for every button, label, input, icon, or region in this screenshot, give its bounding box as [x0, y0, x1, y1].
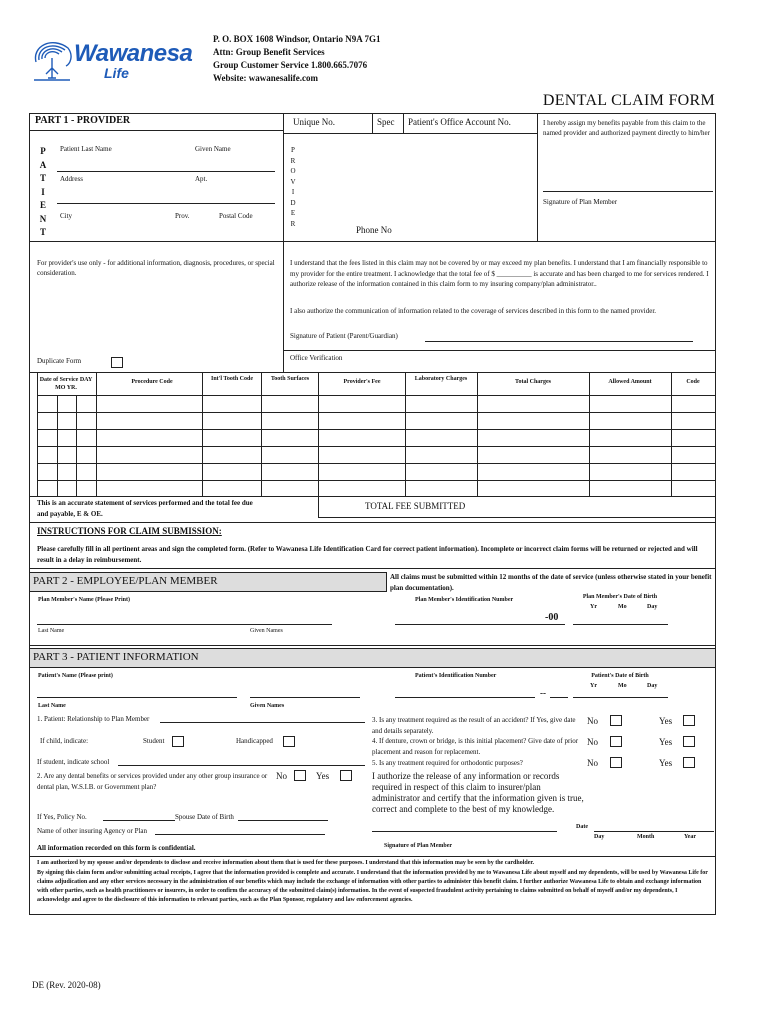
office-account-label: Patient's Office Account No. — [408, 117, 511, 127]
part3-heading: PART 3 - PATIENT INFORMATION — [33, 651, 199, 663]
handicapped-label: Handicapped — [236, 737, 273, 745]
student-label: Student — [143, 737, 165, 745]
address-label: Address — [60, 175, 83, 183]
other-agency-label: Name of other insuring Agency or Plan — [37, 827, 148, 835]
revision: DE (Rev. 2020-08) — [32, 980, 101, 990]
given-name-label: Given Name — [195, 145, 231, 153]
q2-other-insurance: 2. Are any dental benefits or services provided under any other group insurance or dental plan, W.S.I.B. or Government plan? — [37, 772, 268, 791]
patient-vertical: P A T I E N T — [39, 146, 47, 237]
duplicate-form-label: Duplicate Form — [37, 357, 82, 365]
prov-label: Prov. — [175, 212, 190, 220]
q5-yes-label: Yes — [659, 758, 673, 768]
table-column-line — [37, 372, 38, 496]
q5-no-checkbox[interactable] — [610, 757, 622, 768]
q4-yes-checkbox[interactable] — [683, 736, 695, 747]
patient-id-label: Patient's Identification Number — [415, 673, 497, 679]
q5-no-label: No — [587, 758, 598, 768]
patient-last-name: Last Name — [38, 703, 66, 709]
tree-icon — [32, 38, 72, 82]
disclaimer-2: By signing this claim form and/or submitting actual receipts, I agree that the information provided is complete and accurate. I understand that the information provided by me to Wawanesa Life about myself and my dependents, will be used by Wawanesa Life for claims adjudication and any other services necessary in the administration of our benefits which may include the exchange of information with other parties to administer this benefit claim. I further authorize Wawanesa Life to obtain and exchange information with other parties, such as health practitioners or insurers, in order to confirm the accuracy of the submitted claim(s) information. In the event of suspected fraudulent activity pertaining to claims submitted on behalf of myself and/or my dependents, I acknowledge and agree to the disclosure of this information to relevant parties, such as the Plan Sponsor, regulatory and law enforcement agencies. — [37, 870, 708, 903]
q1-relationship: 1. Patient: Relationship to Plan Member — [37, 715, 150, 723]
if-child-label: If child, indicate: — [40, 737, 89, 745]
header-phone: Group Customer Service 1.800.665.7076 — [213, 60, 368, 70]
member-dob-day: Day — [647, 604, 658, 610]
q3-accident: 3. Is any treatment required as the result of an accident? If Yes, give date and details separately. — [372, 716, 576, 735]
q2-yes-label: Yes — [316, 771, 330, 781]
spouse-dob-label: Spouse Date of Birth — [175, 813, 234, 821]
table-column-line — [589, 372, 590, 496]
disclaimer-1: I am authorized by my spouse and/or dependents to disclose and receive information about them that is used for these purposes. I understand that this information may be seen by the cardholder. — [37, 860, 534, 866]
member-dob-mo: Mo — [618, 604, 627, 610]
table-column-line — [261, 372, 262, 496]
table-row-line — [37, 429, 716, 430]
q3-yes-label: Yes — [659, 716, 673, 726]
col-providers-fee: Provider's Fee — [343, 379, 381, 385]
member-given-names: Given Names — [250, 628, 283, 634]
table-column-line — [202, 372, 203, 496]
signature-patient: Signature of Patient (Parent/Guardian) — [290, 332, 398, 340]
postal-code-label: Postal Code — [219, 212, 253, 220]
signature-member-part3: Signature of Plan Member — [384, 843, 453, 849]
office-verification: Office Verification — [290, 354, 343, 362]
accurate-statement: This is an accurate statement of services performed and the total fee due and payable, E & OE. — [37, 499, 253, 518]
instructions-text: Please carefully fill in all pertinent areas and sign the completed form. (Refer to Wawanesa Life Identification Card for correct patient information). Incomplete or incorrect claim forms will be returned or rejected and will result in a delay in reimbursement. — [37, 545, 698, 564]
authorize-communication: I also authorize the communication of information related to the coverage of services described in this form to the named provider. — [290, 307, 657, 315]
assign-text: I hereby assign my benefits payable from this claim to the named provider and authorized payment directly to him/her — [543, 119, 710, 137]
q2-yes-checkbox[interactable] — [340, 770, 352, 781]
col-procedure-code: Procedure Code — [131, 379, 173, 385]
handicapped-checkbox[interactable] — [283, 736, 295, 747]
date-label: Date — [576, 824, 588, 830]
form-title: DENTAL CLAIM FORM — [542, 92, 715, 109]
unique-no-label: Unique No. — [293, 117, 335, 127]
part2-heading: PART 2 - EMPLOYEE/PLAN MEMBER — [33, 575, 218, 587]
claims-deadline: All claims must be submitted within 12 months of the date of service (unless otherwise stated in your benefit plan documentation). — [390, 573, 712, 592]
q3-yes-checkbox[interactable] — [683, 715, 695, 726]
phone-no-label: Phone No — [356, 225, 392, 235]
patient-id-dash: -- — [540, 688, 546, 698]
duplicate-form-checkbox[interactable] — [111, 357, 123, 368]
member-name-label: Plan Member's Name (Please Print) — [38, 597, 130, 603]
table-column-line — [405, 372, 406, 496]
authorize-release: I authorize the release of any information or records required in respect of this claim to insurer/plan administrator and certify that the information given is true, correct and complete to the best of my knowledge. — [372, 771, 584, 814]
patient-dob-label: Patient's Date of Birth — [591, 673, 649, 679]
city-label: City — [60, 212, 73, 220]
student-checkbox[interactable] — [172, 736, 184, 747]
logo — [32, 38, 202, 84]
q3-no-checkbox[interactable] — [610, 715, 622, 726]
patient-last-name-label: Patient Last Name — [60, 145, 112, 153]
member-dob-label: Plan Member's Date of Birth — [582, 594, 658, 600]
table-column-line — [671, 372, 672, 496]
table-column-line — [96, 372, 97, 496]
table-column-line — [318, 372, 319, 496]
patient-dob-yr: Yr — [590, 683, 597, 689]
col-date-of-service: Date of Service DAY MO YR. — [39, 377, 93, 391]
table-row-line — [37, 480, 716, 481]
header-attn: Attn: Group Benefit Services — [213, 47, 325, 57]
instructions-heading: INSTRUCTIONS FOR CLAIM SUBMISSION: — [37, 526, 222, 536]
member-id-suffix: -00 — [545, 612, 559, 623]
q5-orthodontic: 5. Is any treatment required for orthodontic purposes? — [372, 759, 523, 767]
q2-no-checkbox[interactable] — [294, 770, 306, 781]
table-row-line — [37, 395, 716, 396]
patient-dob-day: Day — [647, 683, 658, 689]
spec-label: Spec — [377, 117, 395, 127]
apt-label: Apt. — [195, 175, 208, 183]
col-tooth-surfaces: Tooth Surfaces — [270, 376, 310, 382]
header-address: P. O. BOX 1608 Windsor, Ontario N9A 7G1 — [213, 34, 381, 44]
col-tooth-code: Int'l Tooth Code — [210, 376, 253, 382]
table-column-line — [477, 372, 478, 496]
understand-text: I understand that the fees listed in this claim may not be covered by or may exceed my plan benefits. I understand that I am financially responsible to my provider for the entire treatment. I acknowledge that the total fee of $ __________ is accurate and has been charged to me for services rendered. I authorize release of the information contained in this claim form to my insuring company/plan administrator.. — [290, 259, 709, 288]
policy-no-label: If Yes, Policy No. — [37, 813, 87, 821]
col-total-charges: Total Charges — [515, 379, 551, 385]
if-student-label: If student, indicate school — [37, 758, 110, 766]
q5-yes-checkbox[interactable] — [683, 757, 695, 768]
date-day: Day — [594, 834, 605, 840]
member-id-label: Plan Member's Identification Number — [415, 597, 514, 603]
logo-sub: Life — [104, 65, 129, 81]
col-lab-charges: Laboratory Charges — [414, 376, 468, 382]
logo-text: Wawanesa — [74, 40, 193, 67]
patient-dob-mo: Mo — [618, 683, 627, 689]
q4-denture: 4. If denture, crown or bridge, is this initial placement? Give date of prior placement and reason for replacement. — [372, 737, 579, 756]
signature-plan-member: Signature of Plan Member — [543, 198, 618, 206]
q4-no-label: No — [587, 737, 598, 747]
table-row-line — [37, 463, 716, 464]
member-dob-yr: Yr — [590, 604, 597, 610]
q4-yes-label: Yes — [659, 737, 673, 747]
col-allowed-amount: Allowed Amount — [608, 379, 652, 385]
table-row-line — [37, 412, 716, 413]
patient-name-label: Patient's Name (Please print) — [38, 673, 113, 679]
q2-no-label: No — [276, 771, 287, 781]
provider-vertical: P R O V I D E R — [290, 146, 296, 228]
part1-heading: PART 1 - PROVIDER — [35, 115, 131, 126]
provider-use-text: For provider's use only - for additional information, diagnosis, procedures, or special consideration. — [37, 259, 275, 277]
q4-no-checkbox[interactable] — [610, 736, 622, 747]
total-fee-submitted: TOTAL FEE SUBMITTED — [365, 501, 466, 511]
confidential-note: All information recorded on this form is confidential. — [37, 844, 196, 852]
date-year: Year — [684, 834, 696, 840]
table-row-line — [37, 446, 716, 447]
member-last-name: Last Name — [38, 628, 65, 634]
header-website: Website: wawanesalife.com — [213, 73, 318, 83]
patient-given-names: Given Names — [250, 703, 285, 709]
q3-no-label: No — [587, 716, 598, 726]
date-month: Month — [637, 834, 655, 840]
col-code: Code — [686, 379, 700, 385]
